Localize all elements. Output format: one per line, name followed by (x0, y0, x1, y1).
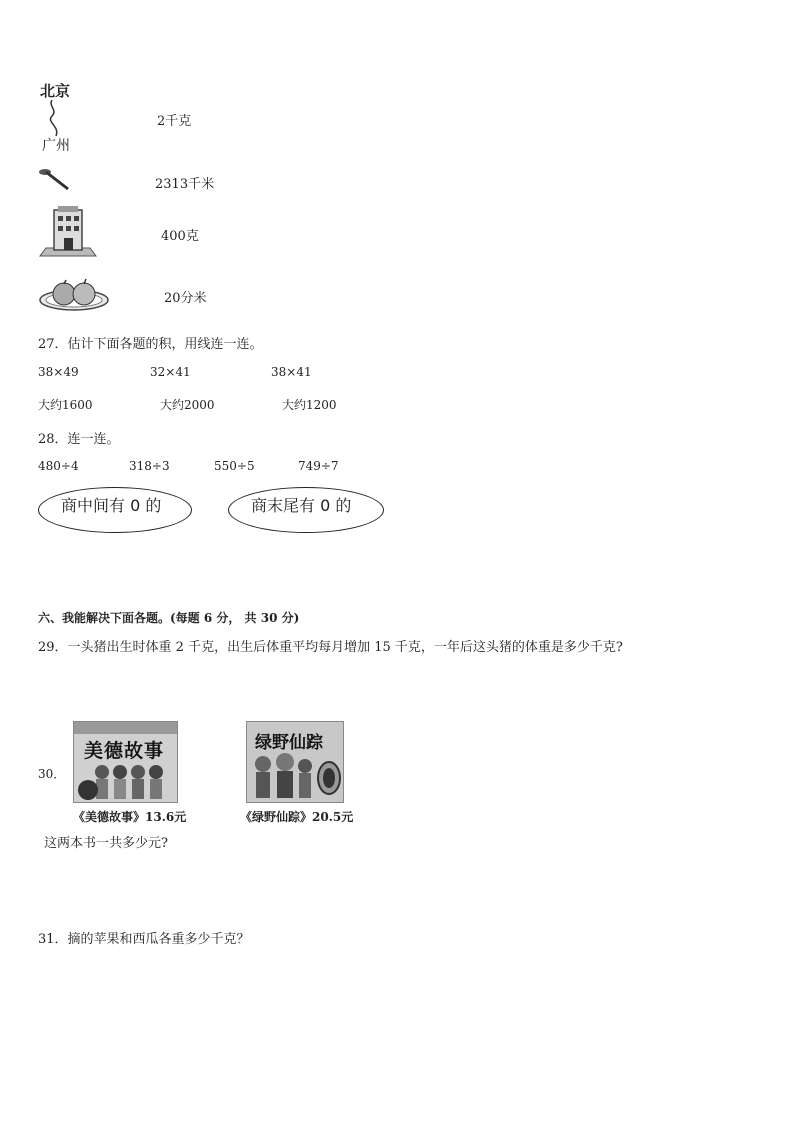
oval-middle-zero-label: 商中间有 0 的 (61, 496, 162, 515)
fruit-plate-icon (38, 276, 110, 312)
q30-question: 这两本书一共多少元? (44, 836, 168, 851)
q28-expression-2: 318÷3 (129, 459, 170, 473)
unit-400g: 400克 (161, 229, 199, 244)
q31-text: 31．摘的苹果和西瓜各重多少千克？ (38, 932, 250, 947)
q27-expression-2: 32×41 (150, 365, 191, 379)
nail-picture (38, 166, 74, 196)
book1-caption: 《美德故事》13.6元 (73, 810, 187, 824)
q27-prompt: 27．估计下面各题的积，用线连一连。 (38, 337, 263, 352)
q27-estimate-1: 大约1600 (38, 398, 93, 412)
unit-20dm: 20分米 (164, 291, 207, 306)
oval-middle-zero (38, 487, 192, 533)
book-cover-lvye (246, 721, 344, 803)
characters-illustration (251, 752, 341, 802)
q27-expression-1: 38×49 (38, 365, 79, 379)
unit-2kg: 2千克 (157, 114, 192, 129)
section-6-heading: 六、我能解决下面各题。(每题 6 分， 共 30 分) (38, 611, 300, 625)
book-cover-meide (73, 721, 178, 803)
children-illustration (88, 762, 168, 802)
route-line (46, 100, 66, 136)
q28-prompt: 28．连一连。 (38, 432, 120, 447)
q28-expression-4: 749÷7 (298, 459, 339, 473)
oval-end-zero (228, 487, 384, 533)
book-cover-meide-title: 美德故事 (84, 740, 165, 762)
beijing-guangzhou-map-picture (38, 80, 88, 154)
building-icon (38, 204, 98, 258)
q28-expression-3: 550÷5 (214, 459, 255, 473)
q27-expression-3: 38×41 (271, 365, 312, 379)
oval-end-zero-label: 商末尾有 0 的 (251, 496, 352, 515)
q29-text: 29．一头猪出生时体重 2 千克，出生后体重平均每月增加 15 千克，一年后这头猪的体重是多少千克? (38, 640, 623, 655)
fruit-plate-picture (38, 276, 110, 316)
beijing-label: 北京 (40, 82, 71, 100)
building-picture (38, 204, 98, 262)
book2-caption: 《绿野仙踪》20.5元 (240, 810, 354, 824)
unit-2313km: 2313千米 (155, 177, 215, 192)
q27-estimate-3: 大约1200 (282, 398, 337, 412)
q28-expression-1: 480÷4 (38, 459, 79, 473)
q30-number: 30． (38, 767, 66, 781)
nail-icon (38, 166, 74, 192)
q27-estimate-2: 大约2000 (160, 398, 215, 412)
guangzhou-label: 广州 (42, 138, 70, 154)
book-cover-lvye-title: 绿野仙踪 (255, 733, 323, 753)
